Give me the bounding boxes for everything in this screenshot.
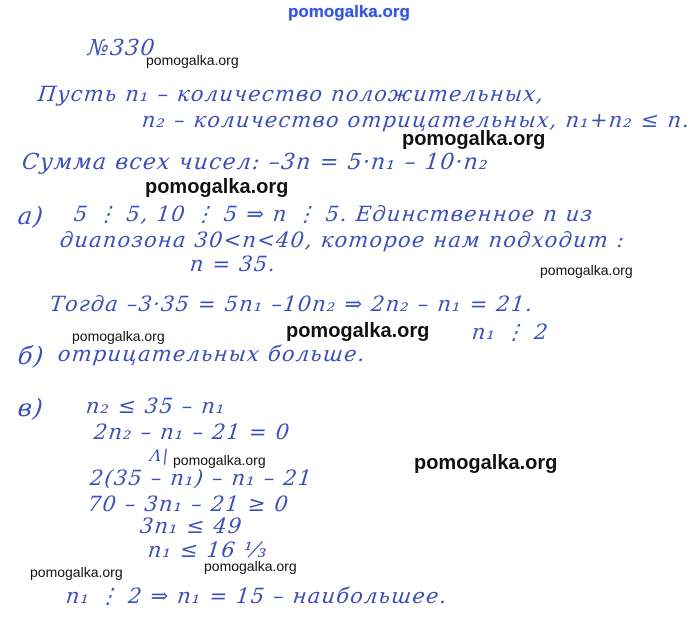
watermark: pomogalka.org: [146, 52, 239, 68]
watermark: pomogalka.org: [540, 262, 633, 278]
part-b-label: б): [16, 342, 46, 370]
watermark: pomogalka.org: [204, 558, 297, 574]
part-a-line-1: 5 ⋮ 5, 10 ⋮ 5 ⇒ n ⋮ 5. Единственное n из: [72, 202, 595, 226]
part-a-label: а): [16, 202, 46, 230]
watermark: pomogalka.org: [286, 320, 430, 342]
n1-divisible-note: n₁ ⋮ 2: [470, 320, 551, 344]
definition-line-2: n₂ – количество отрицательных, n₁+n₂ ≤ n.: [140, 108, 692, 132]
part-v-line-5: 3n₁ ≤ 49: [138, 514, 244, 538]
part-v-inequality-mark: Λ|: [149, 446, 171, 465]
part-v-label: в): [16, 394, 46, 422]
part-v-line-6: n₁ ≤ 16 ¹⁄₃: [146, 538, 270, 562]
part-v-line-1: n₂ ≤ 35 – n₁: [84, 394, 228, 418]
watermark: pomogalka.org: [402, 128, 546, 150]
watermark: pomogalka.org: [173, 452, 266, 468]
part-v-line-2: 2n₂ – n₁ – 21 = 0: [92, 420, 292, 444]
part-b-line: отрицательных больше.: [56, 342, 368, 366]
watermark-top: pomogalka.org: [288, 2, 410, 21]
watermark: pomogalka.org: [30, 564, 123, 580]
part-v-line-4: 70 – 3n₁ – 21 ≥ 0: [86, 492, 291, 516]
problem-number: №330: [86, 36, 157, 61]
part-v-line-7: n₁ ⋮ 2 ⇒ n₁ = 15 – наибольшее.: [64, 584, 449, 608]
then-equation: Тогда –3·35 = 5n₁ –10n₂ ⇒ 2n₂ – n₁ = 21.: [48, 292, 535, 316]
watermark: pomogalka.org: [414, 452, 558, 474]
part-v-line-3: 2(35 – n₁) – n₁ – 21: [88, 466, 314, 490]
watermark: pomogalka.org: [145, 176, 289, 198]
part-a-line-2: диапозона 30<n<40, которое нам подходит :: [58, 228, 627, 252]
definition-line-1: Пусть n₁ – количество положительных,: [36, 82, 546, 106]
watermark: pomogalka.org: [72, 328, 165, 344]
part-a-line-3: n = 35.: [188, 252, 278, 276]
sum-equation: Сумма всех чисел: –3n = 5·n₁ – 10·n₂: [20, 150, 491, 175]
